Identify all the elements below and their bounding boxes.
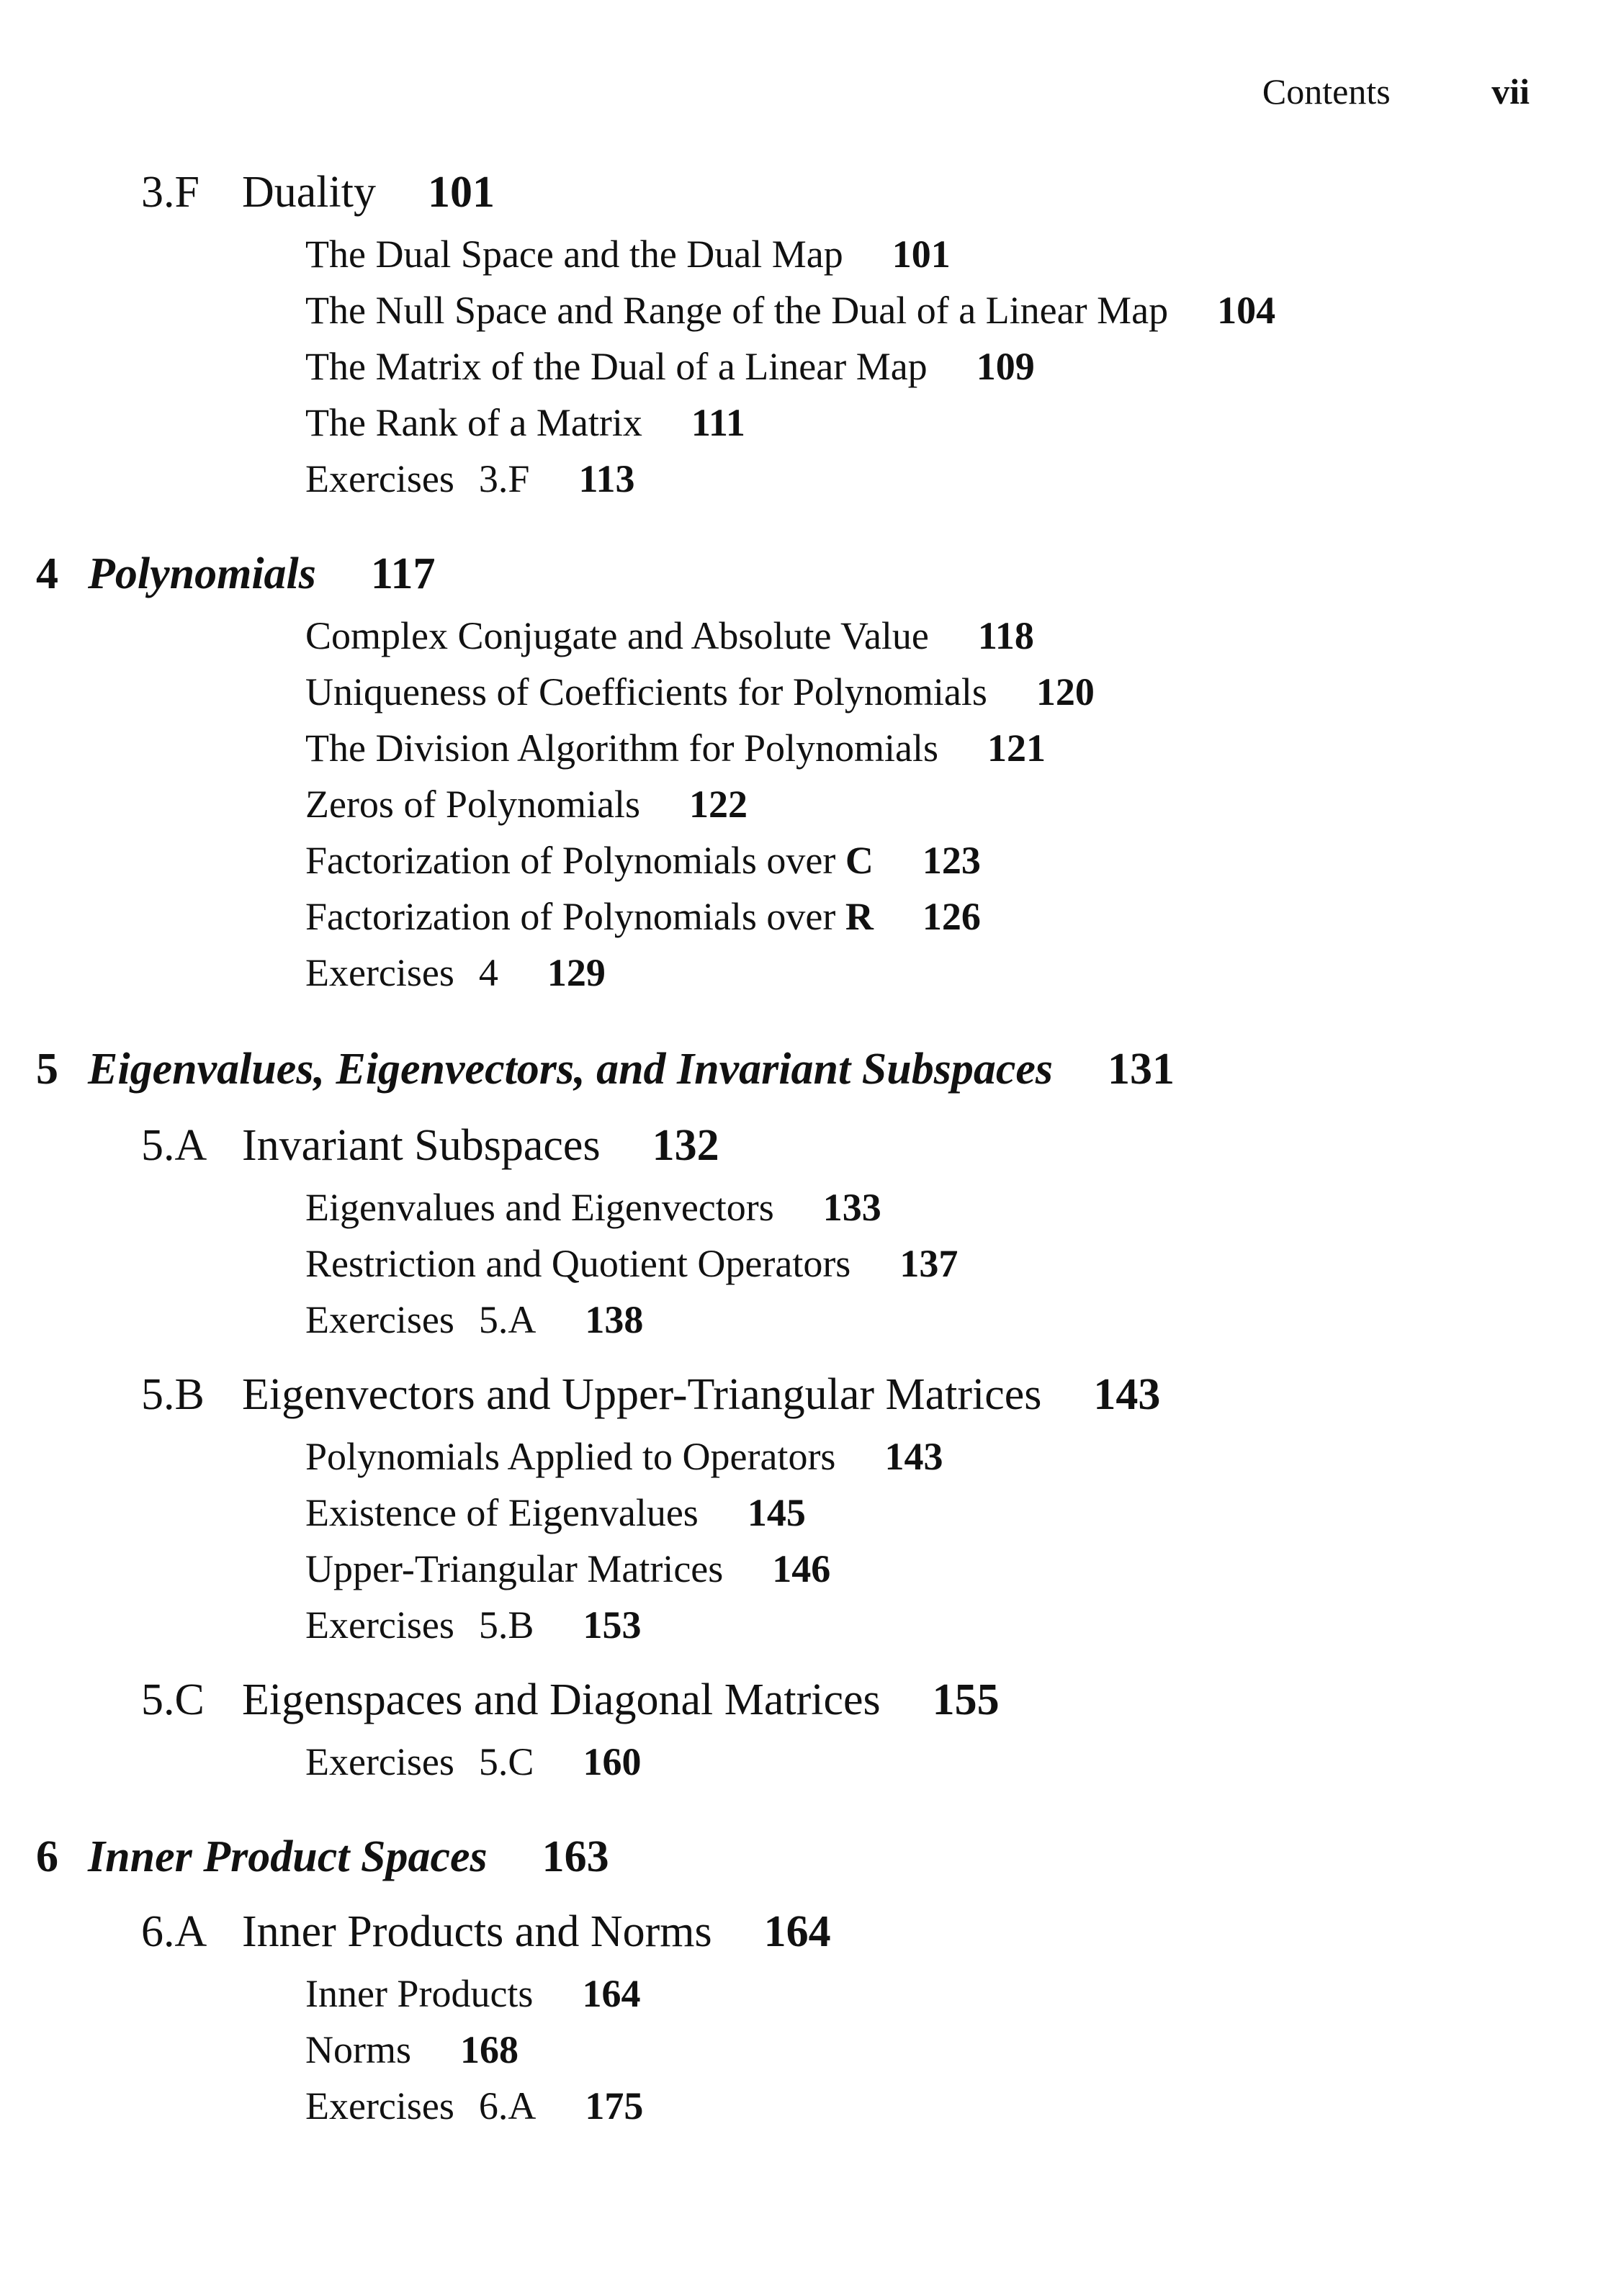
toc-exercises[interactable] xyxy=(305,2084,644,2128)
section-number: 5.A xyxy=(141,1121,207,1170)
subsection-title: Polynomials Applied to Operators xyxy=(305,1435,836,1478)
exercises-label: Exercises xyxy=(305,2084,454,2128)
toc-chapter[interactable] xyxy=(36,549,436,598)
exercises-label: Exercises xyxy=(305,457,454,500)
toc-exercises[interactable] xyxy=(305,953,606,992)
exercises-label: Exercises xyxy=(305,1603,454,1647)
subsection-title: Eigenvalues and Eigenvectors xyxy=(305,1186,774,1229)
toc-exercises[interactable] xyxy=(305,1742,641,1781)
section-number: 6.A xyxy=(141,1907,207,1956)
page-number: 153 xyxy=(583,1603,642,1647)
section-number: 5.C xyxy=(141,1675,205,1724)
toc-subsection[interactable] xyxy=(305,672,1095,711)
header-title: Contents xyxy=(1262,71,1391,112)
exercises-ref: 3.F xyxy=(478,457,530,500)
toc-section[interactable] xyxy=(141,1123,719,1168)
toc-subsection[interactable] xyxy=(305,1437,943,1476)
toc-subsection[interactable] xyxy=(305,347,1035,386)
toc-chapter[interactable] xyxy=(36,1834,609,1879)
toc-exercises[interactable] xyxy=(305,1603,642,1647)
page-number: 164 xyxy=(763,1907,831,1956)
subsection-title: The Dual Space and the Dual Map xyxy=(305,233,843,276)
subsection-title: Complex Conjugate and Absolute Value xyxy=(305,614,929,657)
page-number: 133 xyxy=(822,1186,881,1229)
exercises-label: Exercises xyxy=(305,1298,454,1341)
toc-exercises[interactable] xyxy=(305,1300,643,1339)
exercises-label: Exercises xyxy=(305,951,454,994)
page-number: 104 xyxy=(1217,289,1276,332)
page-number: 132 xyxy=(652,1121,719,1170)
page-number: 175 xyxy=(585,2084,644,2128)
toc-subsection[interactable] xyxy=(305,1493,806,1532)
section-title: Eigenspaces and Diagonal Matrices xyxy=(242,1675,881,1724)
subsection-title: Existence of Eigenvalues xyxy=(305,1491,699,1534)
toc-section[interactable] xyxy=(141,1909,831,1954)
exercises-ref: 6.A xyxy=(478,2084,537,2128)
toc-subsection[interactable] xyxy=(305,897,981,936)
toc-subsection[interactable] xyxy=(305,291,1275,330)
page-number: 160 xyxy=(583,1740,642,1783)
section-number: 5.B xyxy=(141,1370,205,1419)
exercises-ref: 4 xyxy=(478,951,498,994)
page-number: 138 xyxy=(585,1298,644,1341)
toc-section[interactable] xyxy=(141,1675,1000,1724)
subsection-title: Factorization of Polynomials over xyxy=(305,895,836,938)
header-page-number: vii xyxy=(1491,71,1530,112)
page-number: 123 xyxy=(922,839,981,882)
page-number: 164 xyxy=(582,1972,641,2015)
toc-section[interactable] xyxy=(141,170,495,215)
page-number: 168 xyxy=(460,2028,519,2071)
page-number: 121 xyxy=(987,726,1046,770)
chapter-number: 4 xyxy=(36,549,58,598)
page-number: 129 xyxy=(547,951,606,994)
page-number: 126 xyxy=(922,895,981,938)
section-title: Eigenvectors and Upper-Triangular Matrices xyxy=(242,1370,1042,1419)
field-symbol: R xyxy=(845,895,874,938)
section-title: Duality xyxy=(242,168,376,217)
toc-subsection[interactable] xyxy=(305,726,1046,770)
subsection-title: The Null Space and Range of the Dual of a Linear Map xyxy=(305,289,1169,332)
toc-subsection[interactable] xyxy=(305,2030,519,2069)
exercises-ref: 5.C xyxy=(478,1740,534,1783)
subsection-title: The Matrix of the Dual of a Linear Map xyxy=(305,345,928,388)
page-number: 101 xyxy=(427,168,495,217)
field-symbol: C xyxy=(845,839,874,882)
subsection-title: Uniqueness of Coefficients for Polynomials xyxy=(305,670,987,713)
page-number: 163 xyxy=(542,1832,609,1881)
page-number: 143 xyxy=(1093,1370,1161,1419)
toc-subsection[interactable] xyxy=(305,1549,830,1588)
chapter-title: Eigenvalues, Eigenvectors, and Invariant Subspaces xyxy=(88,1045,1053,1094)
page-number: 137 xyxy=(899,1242,959,1285)
page-number: 113 xyxy=(578,457,635,500)
section-title: Inner Products and Norms xyxy=(242,1907,712,1956)
chapter-number: 5 xyxy=(36,1045,58,1094)
chapter-title: Polynomials xyxy=(88,549,316,598)
subsection-title: Norms xyxy=(305,2028,411,2071)
subsection-title: Inner Products xyxy=(305,1972,534,2015)
section-title: Invariant Subspaces xyxy=(242,1121,601,1170)
page-number: 101 xyxy=(892,233,951,276)
chapter-number: 6 xyxy=(36,1832,58,1881)
exercises-ref: 5.A xyxy=(478,1298,537,1341)
subsection-title: The Division Algorithm for Polynomials xyxy=(305,726,938,770)
toc-subsection[interactable] xyxy=(305,235,951,274)
toc-subsection[interactable] xyxy=(305,785,748,824)
page-number: 146 xyxy=(772,1547,831,1590)
subsection-title: Upper-Triangular Matrices xyxy=(305,1547,724,1590)
subsection-title: The Rank of a Matrix xyxy=(305,401,642,444)
page-number: 117 xyxy=(370,549,436,598)
subsection-title: Zeros of Polynomials xyxy=(305,783,640,826)
page-number: 145 xyxy=(747,1491,806,1534)
toc-subsection[interactable] xyxy=(305,616,1034,655)
page-number: 111 xyxy=(691,401,745,444)
page-number: 109 xyxy=(976,345,1035,388)
page-number: 118 xyxy=(977,614,1034,657)
toc-exercises[interactable] xyxy=(305,459,634,498)
exercises-ref: 5.B xyxy=(478,1603,534,1647)
chapter-title: Inner Product Spaces xyxy=(88,1832,488,1881)
toc-subsection[interactable] xyxy=(305,1244,958,1283)
page-number: 131 xyxy=(1108,1045,1175,1094)
subsection-title: Restriction and Quotient Operators xyxy=(305,1242,851,1285)
toc-chapter[interactable] xyxy=(36,1045,1175,1094)
page-number: 120 xyxy=(1036,670,1095,713)
section-number: 3.F xyxy=(141,168,199,217)
subsection-title: Factorization of Polynomials over xyxy=(305,839,836,882)
page-number: 122 xyxy=(688,783,748,826)
page-number: 155 xyxy=(932,1675,1000,1724)
toc-subsection[interactable] xyxy=(305,1188,881,1227)
exercises-label: Exercises xyxy=(305,1740,454,1783)
toc-subsection[interactable] xyxy=(305,403,745,442)
page-number: 143 xyxy=(884,1435,943,1478)
toc-subsection[interactable] xyxy=(305,1974,640,2013)
toc-section[interactable] xyxy=(141,1372,1160,1417)
toc-subsection[interactable] xyxy=(305,841,981,880)
